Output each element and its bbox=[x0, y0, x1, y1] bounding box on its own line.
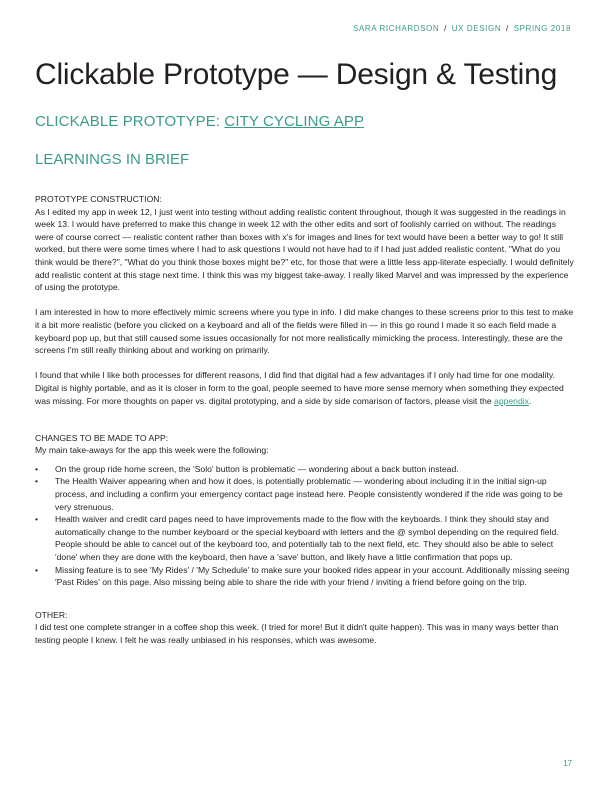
list-item bbox=[35, 513, 575, 563]
body-content bbox=[35, 193, 575, 647]
prototype-construction-paragraph bbox=[35, 193, 575, 294]
paragraph-text: As I edited my app in week 12, I just went into testing without adding realistic content throughout, though it was suggested in the readings in week 13. I would have preferred to make this change in week 12 with the other edits and sort of foolishly carried on without. The readings were of course correct — realistic content rather than boxes with x's for images and lines for text would have been a better way to go! It still worked, but there were some times where I had to ask questions I would not have had to if I had just added realistic content. "What do you think would be there?", "What do you think those boxes might be?" etc, for those that were a little less app-literate especially. I would definitely add realistic content at this stage next time. I think this was my biggest take-away. I really liked Marvel and was impressed by the experience of using the prototype. bbox=[35, 206, 574, 293]
subtitle-prefix: CLICKABLE PROTOTYPE: bbox=[35, 113, 225, 130]
list-item bbox=[35, 475, 575, 513]
list-item bbox=[35, 564, 575, 589]
header-separator: / bbox=[444, 24, 447, 33]
prototype-construction-heading: PROTOTYPE CONSTRUCTION: bbox=[35, 194, 162, 204]
list-item bbox=[35, 463, 575, 476]
list-item-text: Missing feature is to see 'My Rides' / 'My Schedule' to make sure your booked rides appear in your account. Additionally missing seeing 'Past Rides' on this page. Also missing being able to share the ride with your friend / inviting a friend before going on the trip. bbox=[55, 564, 570, 588]
other-section bbox=[35, 609, 575, 647]
changes-intro: My main take-aways for the app this week were the following: bbox=[35, 445, 269, 456]
paragraph: I am interested in how to more effectively mimic screens where you type in info. I did make changes to these screens prior to this test to make it a bit more realistic (before you clicked on a keyboard and all of the fields were filled in — in this go round I made it so each field made a keyboard pop up, but that still caused some issues occasionally for not more realistically mimicking the process. Interestingly, these are the screens I'm still really thinking about and working on primarily. bbox=[35, 307, 574, 356]
other-heading: OTHER: bbox=[35, 609, 68, 620]
paragraph-text: I found that while I like both processes for different reasons, I did find that digital had a few advantages if I only had time for one modality. Digital is highly portable, and as it is closer in form to the goal, people seemed to have more sense memory when something they expected was missing. For more thoughts on paper vs. digital prototyping, and a side by side comarison of factors, please visit the bbox=[35, 370, 564, 406]
term: SPRING 2018 bbox=[513, 24, 571, 33]
paragraph bbox=[35, 369, 575, 407]
paragraph-end: . bbox=[528, 395, 532, 406]
changes-heading: CHANGES TO BE MADE TO APP: bbox=[35, 432, 169, 443]
page-title: Clickable Prototype — Design & Testing bbox=[35, 58, 558, 91]
project-link[interactable]: CITY CYCLING APP bbox=[224, 113, 365, 130]
list-item-text: On the group ride home screen, the 'Solo' button is problematic — wondering about a back button instead. bbox=[55, 463, 459, 474]
page-number: 17 bbox=[563, 759, 572, 768]
changes-section bbox=[35, 432, 575, 589]
other-text: I did test one complete stranger in a coffee shop this week. (I tried for more! But it didn't quite happen). This was in many ways better than testing people I knew. I felt he was really unbiased in his responses, which was awesome. bbox=[35, 622, 559, 645]
bullet-icon: • bbox=[35, 476, 39, 487]
page-header bbox=[353, 24, 571, 33]
author-name: SARA RICHARDSON bbox=[352, 24, 440, 33]
changes-list bbox=[35, 463, 575, 589]
section-title: LEARNINGS IN BRIEF bbox=[35, 151, 190, 168]
appendix-link[interactable]: appendix bbox=[494, 395, 529, 406]
bullet-icon: • bbox=[35, 463, 39, 474]
course-name: UX DESIGN bbox=[451, 24, 502, 33]
subtitle bbox=[35, 113, 364, 130]
list-item-text: Health waiver and credit card pages need to have improvements made to the flow with the keyboards. I think they should stay and automatically change to the number keyboard or the special keyboard with letters and the @ symbol depending on the required field. People should be able to cancel out of the keyboard too, and potentially tab to the next field, etc. They should also be able to select 'done' when they are done with the keyboard, then have a 'save' button, and likely have a little confirmation that pops up. bbox=[55, 514, 559, 563]
bullet-icon: • bbox=[35, 514, 39, 525]
bullet-icon: • bbox=[35, 564, 39, 575]
list-item-text: The Health Waiver appearing when and how it does, is potentially problematic — wondering about including it in the initial sign-up process, and including a confirm your emergency contact page instead here. People consistently wondered if the ride was going to be very strenuous. bbox=[55, 476, 563, 512]
header-separator: / bbox=[506, 24, 509, 33]
